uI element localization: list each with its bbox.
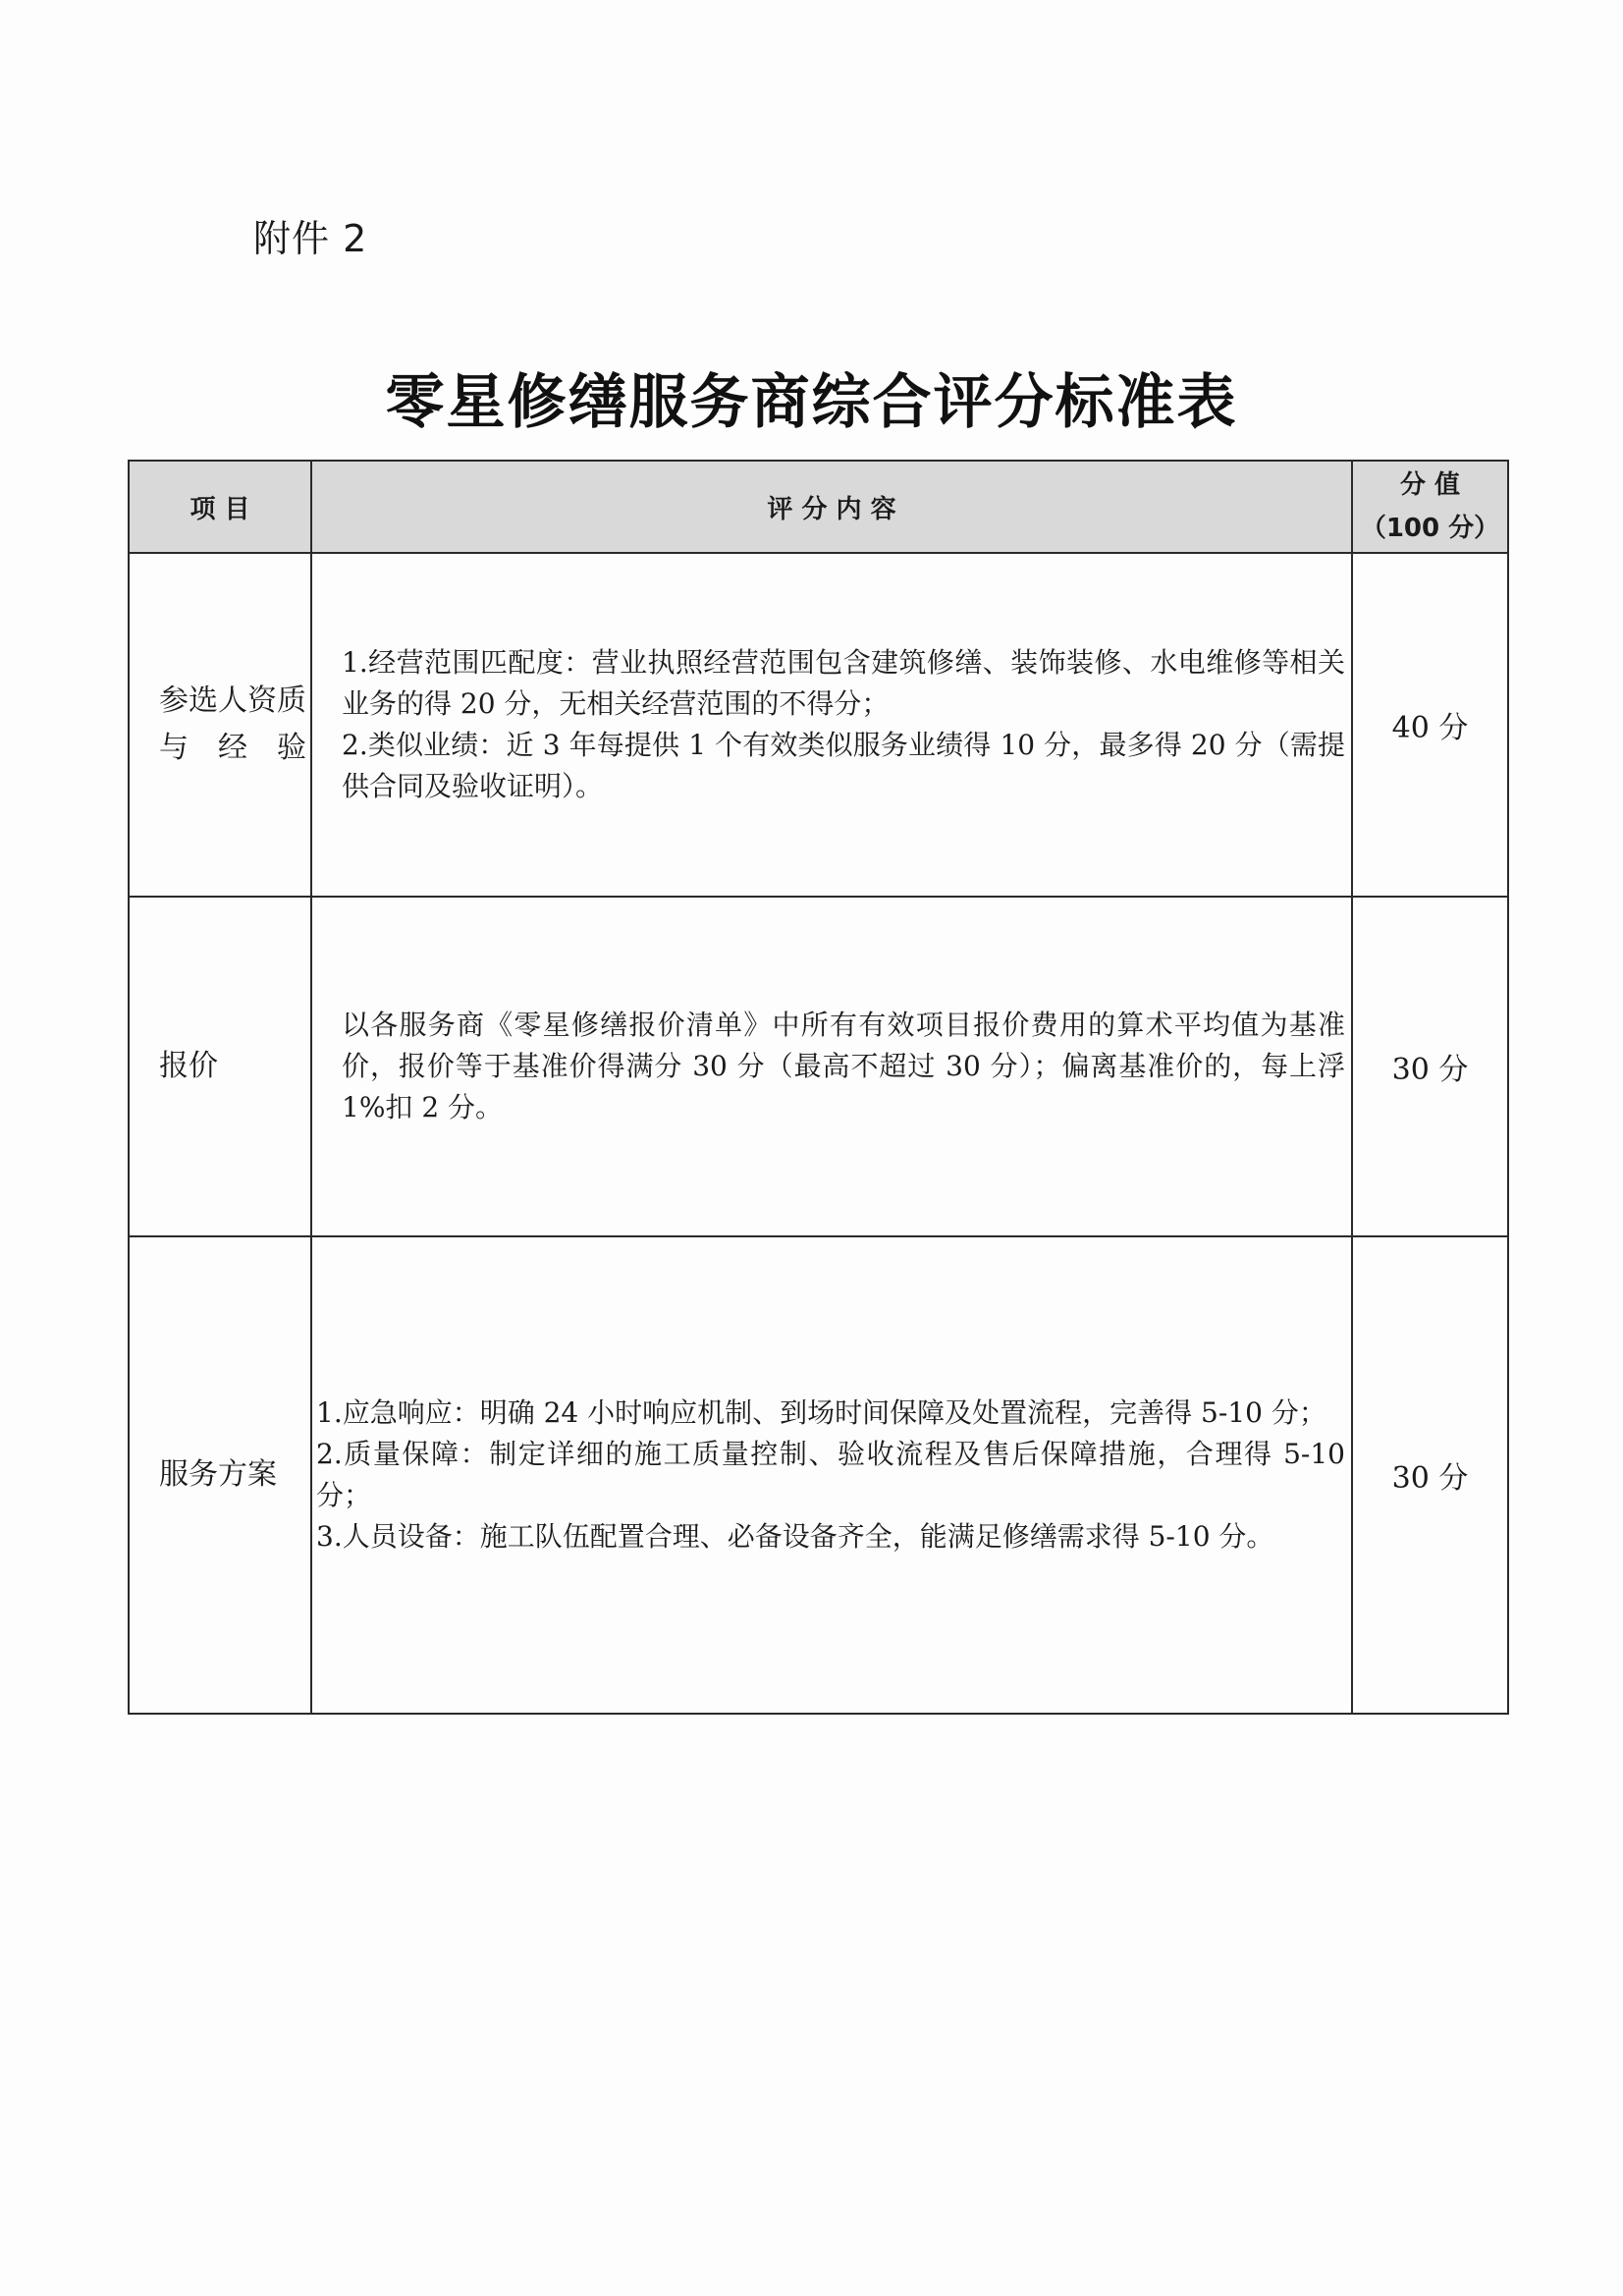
row-item-quote: 报价 bbox=[129, 897, 311, 1236]
row-score-quote: 30 分 bbox=[1352, 897, 1508, 1236]
header-score-line1: 分 值 bbox=[1399, 470, 1461, 500]
content-line: 1.经营范围匹配度：营业执照经营范围包含建筑修缮、装饰装修、水电维修等相关业务的得 20 分，无相关经营范围的不得分； bbox=[342, 646, 1345, 720]
row-item-qualification: 参选人资质与经验 bbox=[129, 553, 311, 897]
attachment-label: 附件 2 bbox=[253, 217, 368, 260]
row-score-qualification: 40 分 bbox=[1352, 553, 1508, 897]
row-score-service-plan: 30 分 bbox=[1352, 1236, 1508, 1714]
row-item-service-plan: 服务方案 bbox=[129, 1236, 311, 1714]
table-row bbox=[129, 897, 1508, 1236]
row-content-quote bbox=[311, 897, 1352, 1236]
header-content: 评 分 内 容 bbox=[311, 461, 1352, 553]
row-content-service-plan bbox=[311, 1236, 1352, 1714]
content-line: 1.应急响应：明确 24 小时响应机制、到场时间保障及处置流程，完善得 5-10 分； bbox=[316, 1396, 1326, 1429]
header-score-line2: （100 分） bbox=[1360, 514, 1500, 543]
content-line: 以各服务商《零星修缮报价清单》中所有有效项目报价费用的算术平均值为基准价，报价等于基准价得满分 30 分（最高不超过 30 分）；偏离基准价的，每上浮 1%扣 2 分。 bbox=[342, 1009, 1345, 1123]
document-title: 零星修缮服务商综合评分标准表 bbox=[385, 368, 1238, 437]
header-score bbox=[1352, 461, 1508, 553]
row-content-qualification bbox=[311, 553, 1352, 897]
header-item: 项 目 bbox=[129, 461, 311, 553]
content-line: 2.质量保障：制定详细的施工质量控制、验收流程及售后保障措施，合理得 5-10 分； bbox=[316, 1438, 1345, 1511]
table-header-row bbox=[129, 461, 1508, 553]
table-row bbox=[129, 553, 1508, 897]
content-line: 3.人员设备：施工队伍配置合理、必备设备齐全，能满足修缮需求得 5-10 分。 bbox=[316, 1520, 1274, 1553]
content-line: 2.类似业绩：近 3 年每提供 1 个有效类似服务业绩得 10 分，最多得 20 分（需提供合同及验收证明）。 bbox=[342, 729, 1345, 802]
table-row bbox=[129, 1236, 1508, 1714]
scoring-criteria-table bbox=[128, 460, 1509, 1715]
